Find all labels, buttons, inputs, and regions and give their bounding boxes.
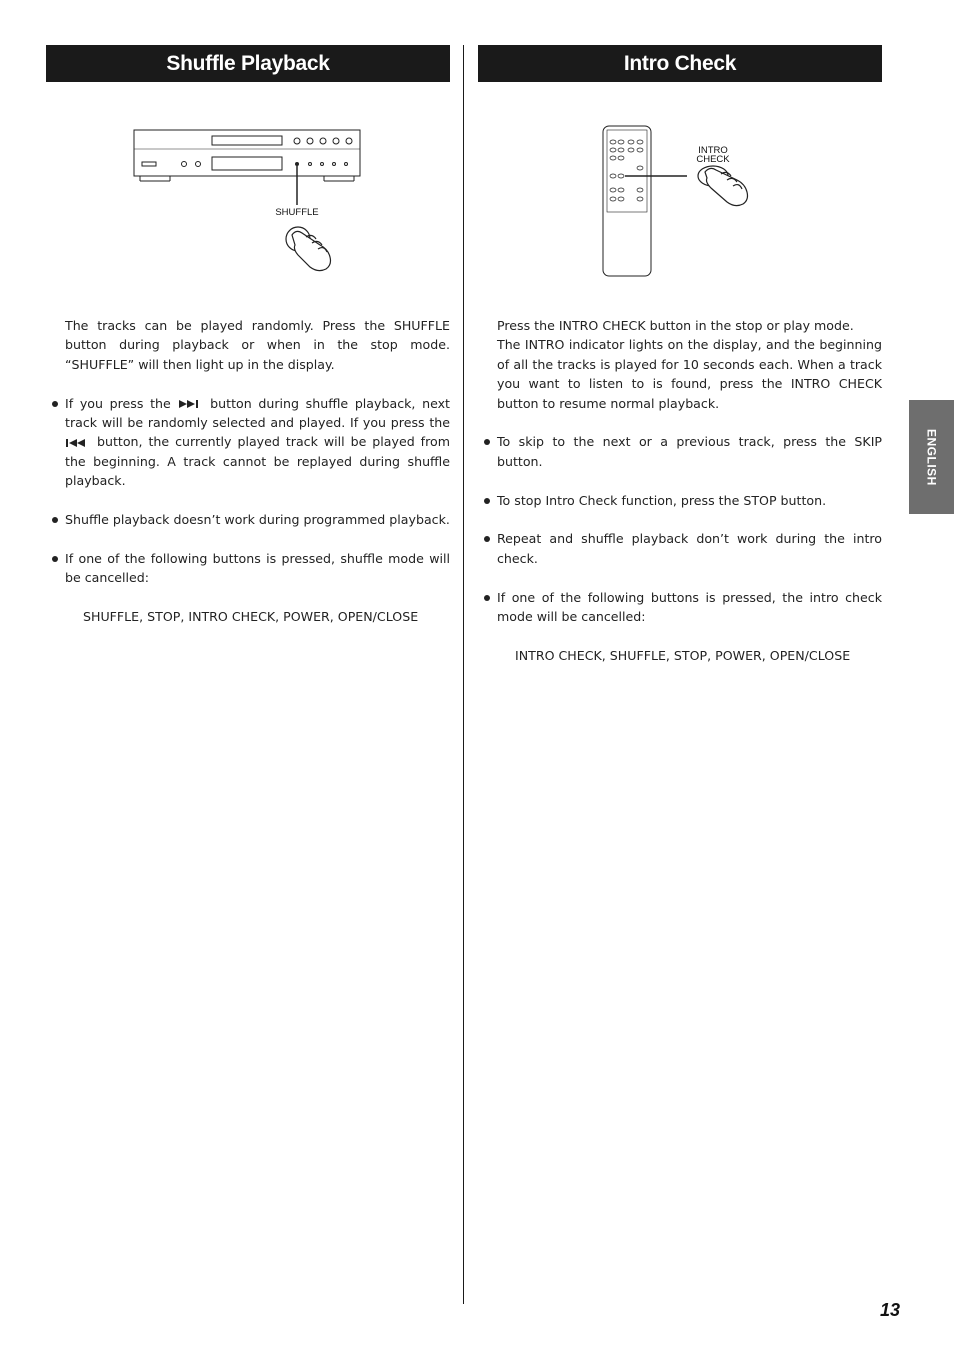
language-tab: [909, 400, 954, 514]
intro-figure-label-line1: INTRO: [698, 145, 728, 156]
intro-bullet-cancel: If one of the following buttons is pressed, the intro check mode will be cancelled:: [478, 588, 882, 627]
shuffle-bullet-skip-text3: button, the currently played track will be played from the beginning. A track cannot be replayed during shuffle playback.: [65, 434, 450, 489]
skip-previous-icon: [65, 438, 91, 448]
shuffle-bullet-skip-text1: If you press the: [65, 395, 171, 411]
shuffle-bullet-skip-text2: button during shuffle playback, next track will be randomly selected and played. If you press the: [65, 395, 450, 431]
skip-next-icon: [177, 399, 203, 409]
intro-cancel-list: INTRO CHECK, SHUFFLE, STOP, POWER, OPEN/CLOSE: [515, 647, 851, 663]
intro-check-instruction: Press the INTRO CHECK button in the stop or play mode.: [497, 318, 854, 333]
shuffle-intro-paragraph: The tracks can be played randomly. Press the SHUFFLE button during playback or when in the stop mode. “SHUFFLE” will then light up in the display.: [65, 318, 450, 372]
pressing-hand-icon: [698, 166, 748, 206]
remote-control-figure: [595, 120, 765, 280]
intro-figure-label-line2: CHECK: [696, 154, 730, 165]
shuffle-cancel-list: SHUFFLE, STOP, INTRO CHECK, POWER, OPEN/CLOSE: [83, 609, 419, 625]
pressing-hand-icon: [286, 227, 331, 271]
shuffle-bullet-skip: [46, 394, 450, 491]
page-number: 13: [880, 1300, 901, 1320]
intro-bullet-repeat: Repeat and shuffle playback don’t work during the intro check.: [478, 529, 882, 568]
shuffle-figure-label: SHUFFLE: [275, 207, 319, 218]
shuffle-bullet-programmed: Shuffle playback doesn’t work during programmed playback.: [46, 510, 450, 529]
intro-check-title: Intro Check: [478, 45, 882, 82]
shuffle-playback-column: [46, 316, 450, 646]
cd-player-icon: [134, 130, 360, 181]
language-tab-label: ENGLISH: [924, 428, 939, 486]
intro-check-column: [478, 316, 882, 685]
intro-bullet-stop: To stop Intro Check function, press the STOP button.: [478, 491, 882, 510]
shuffle-playback-title: Shuffle Playback: [46, 45, 450, 82]
intro-bullet-skip: To skip to the next or a previous track, press the SKIP button.: [478, 432, 882, 471]
shuffle-bullet-cancel: If one of the following buttons is pressed, shuffle mode will be cancelled:: [46, 549, 450, 588]
remote-control-icon: [603, 126, 651, 276]
column-divider: [463, 45, 464, 1304]
intro-check-description: The INTRO indicator lights on the display, and the beginning of all the tracks is played for 10 seconds each. When a track you want to listen to is found, press the INTRO CHECK button to resume normal playback.: [497, 337, 882, 411]
cd-player-figure: [130, 125, 370, 275]
